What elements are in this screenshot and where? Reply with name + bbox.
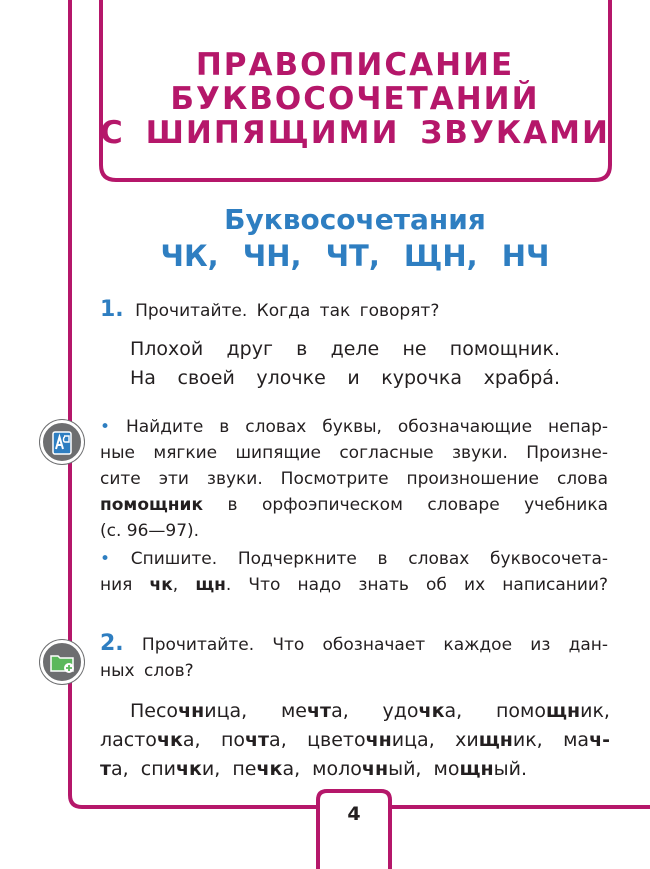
letter-combination: чк [175,758,202,780]
word: та, [100,758,141,780]
word: Песочница, [130,700,281,722]
key-word: помощник [100,495,203,515]
letter-combination: чн [178,700,205,722]
word-line [100,726,610,755]
word: мечта, [280,700,383,722]
section-combinations: ЧК, ЧН, ЧТ, ЩН, НЧ [160,239,550,273]
task-line: (с. 96—97). [100,521,200,541]
letter-combination: чн [365,729,392,751]
word: хищник, [455,729,564,751]
chapter-title-line-3: С ШИПЯЩИМИ ЗВУКАМИ [100,115,610,151]
exercise-1-header [100,297,610,324]
bullet: • [100,417,111,437]
task-1 [100,414,608,544]
folder-add-icon [40,640,84,684]
proverbs [130,335,560,393]
task-text: ния [100,575,133,595]
section-title [100,203,610,275]
word-list [100,697,610,784]
letter-combination: чк [256,758,283,780]
task-line: Спишите. Подчеркните в словах буквосочета- [130,549,608,569]
letter-combination: щн [478,729,513,751]
chapter-title-line-2: БУКВОСОЧЕТАНИЙ [170,81,540,117]
letter-combination: щн [545,700,581,722]
letter-combination: чн [361,758,389,780]
task-line: в орфоэпическом словаре учебника [227,495,609,515]
exercise-prompt: ных слов? [100,661,194,681]
proverb-line: На своей улочке и курочка храбра́. [130,367,560,389]
word: почта, [220,729,308,751]
letter-combination: чт [244,729,270,751]
task-text: . Что надо знать об их написании? [225,575,609,595]
word: мач- [563,729,610,751]
word: ласточка, [100,729,221,751]
chapter-title [100,48,610,150]
word-line [100,697,610,726]
task-line: ные мягкие шипящие согласные звуки. Произне- [100,443,608,463]
section-title-text: Буквосочетания [224,203,486,236]
exercise-prompt: Прочитайте. Когда так говорят? [135,301,440,321]
letter-combination: щн [459,758,494,780]
word: цветочница, [307,729,456,751]
task-2: • Спишите. Подчеркните в словах буквосочета- ния чк, щн. Что надо знать об их написании? [100,549,609,595]
bullet: • [100,549,111,569]
exercise-number: 2. [100,631,124,656]
task-line: сите эти звуки. Посмотрите произношение слова [100,469,608,489]
exercise-2-header [100,631,608,684]
word: печка, [232,758,313,780]
word: мощный. [433,758,528,780]
word: помощник, [495,700,610,722]
proverb-line: Плохой друг в деле не помощник. [130,338,560,360]
chapter-title-line-1: ПРАВОПИСАНИЕ [195,47,515,83]
letter-combination: чт [307,700,332,722]
exercise-number: 1. [100,297,124,322]
exercise-prompt: Прочитайте. Что обозначает каждое из дан- [141,635,609,655]
letter-combination: чк [418,700,445,722]
letter-combination: чк [156,729,183,751]
reading-book-icon [40,420,84,464]
page-number: 4 [347,803,361,825]
task-line: Найдите в словах буквы, обозначающие непар- [125,417,608,437]
word: спички, [140,758,233,780]
letter-combination: т [100,758,112,780]
word-line [100,755,610,784]
letter-combination: щн [195,575,226,595]
letter-combination: чк [149,575,173,595]
word: молочный, [312,758,434,780]
letter-combination: ч- [589,729,610,751]
word: удочка, [382,700,496,722]
